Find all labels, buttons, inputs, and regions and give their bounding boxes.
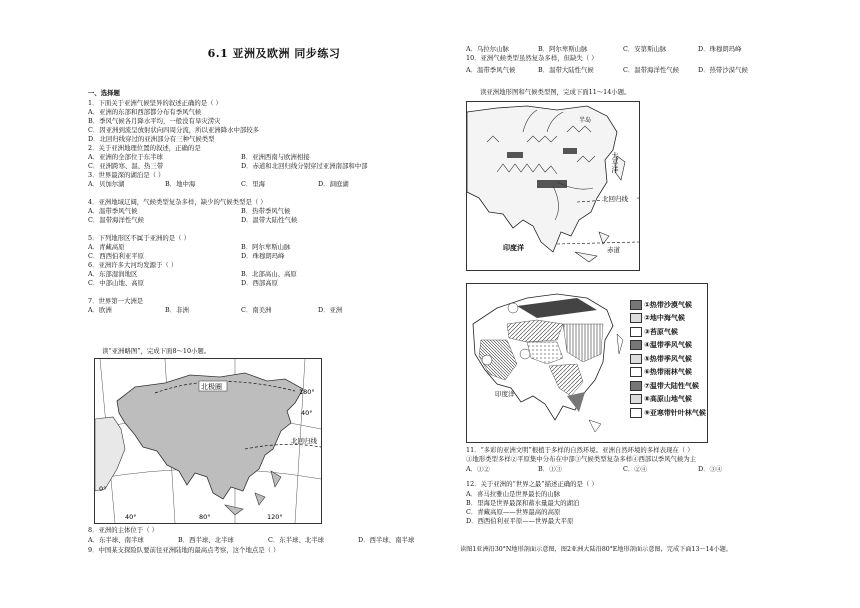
answer-option: A．东部湿润地区 <box>88 270 138 278</box>
answer-option: B．阿尔卑斯山脉 <box>538 45 588 53</box>
legend-item <box>630 312 706 326</box>
legend-item <box>630 339 706 353</box>
question-line: D．北回归线穿过的亚洲部分有三种气候类型 <box>88 135 215 143</box>
legend-item <box>630 366 706 380</box>
question-line: 3．世界最深的湖泊是（ ） <box>88 171 165 179</box>
answer-option: C．东半球、北半球 <box>268 536 325 544</box>
legend-swatch <box>630 300 642 310</box>
legend-label: ②地中海气候 <box>644 314 685 323</box>
answer-option: A．温带季风气候 <box>466 66 516 74</box>
answer-option: D．洞庭湖 <box>318 180 349 188</box>
answer-option: C．温带海洋性气候 <box>623 66 680 74</box>
legend-item <box>630 406 706 420</box>
legend-item <box>630 298 706 312</box>
peninsula-label: 半岛 <box>579 117 592 124</box>
legend-swatch <box>630 327 642 337</box>
legend-label: ⑨亚寒带针叶林气候 <box>644 408 706 417</box>
answer-option: C．西西伯利亚平原 <box>88 252 145 260</box>
indian-ocean-label: 印度洋 <box>503 244 524 252</box>
asia-terrain-map <box>466 101 640 271</box>
question-line: B．季风气候各月降水平均，一般没有旱灾涝灾 <box>88 117 221 125</box>
answer-option: A．青藏高原 <box>88 243 125 251</box>
tropic-label: 北回归线 <box>291 437 317 445</box>
pacific-label: 太平洋 <box>611 152 619 173</box>
lon-40-label: 40° <box>125 513 137 521</box>
asia-climate-map <box>466 283 708 443</box>
lon-180-label: 180° <box>299 388 315 396</box>
equator-label: 赤道 <box>607 246 620 254</box>
answer-option: D．西部高原 <box>241 279 279 287</box>
section-heading: 一、选择题 <box>88 89 120 97</box>
answer-option: A．亚洲的全部位于东半球 <box>88 153 163 161</box>
answer-option: D．赤道和北回归线分别穿过亚洲南部和中部 <box>241 162 368 170</box>
answer-option: C．②④ <box>623 465 648 473</box>
answer-option: A．温带季风气候 <box>88 207 138 215</box>
answer-option: D．温带大陆性气候 <box>241 216 298 224</box>
indian-ocean-label-2: 印度洋 <box>495 390 515 398</box>
question-11: 11．“多彩的亚洲文明”根植于多样的自然环境。亚洲自然环境的多样表现在（ ） <box>466 446 694 454</box>
answer-option: D．珠穆朗玛峰 <box>241 252 285 260</box>
answer-option: A．欧洲 <box>88 306 112 314</box>
legend-item <box>630 379 706 393</box>
lon-0-label: 0° <box>99 485 107 493</box>
answer-option: B．温带大陆性气候 <box>538 66 594 74</box>
legend-swatch <box>630 354 642 364</box>
legend-label: ⑤热带季风气候 <box>644 354 692 363</box>
legend-label: ④温带季风气候 <box>644 341 692 350</box>
answer-option: D．西半球、南半球 <box>358 536 415 544</box>
question-line: 7．世界第一大洲是 <box>88 297 144 305</box>
question-line: C．因亚洲到流呈放射状向四周分流，所以亚洲降水中部较多 <box>88 126 260 134</box>
answer-option: B．非洲 <box>165 306 189 314</box>
map1-caption: 读“亚洲略图”，完成下面8～10小题。 <box>102 347 211 355</box>
legend-item <box>630 325 706 339</box>
lon-120-label: 120° <box>267 513 283 521</box>
answer-option: C．南美洲 <box>241 306 272 314</box>
legend-item <box>630 352 706 366</box>
answer-option: C．里海 <box>241 180 266 188</box>
climate-legend <box>630 298 706 420</box>
answer-option: D．珠穆朗玛峰 <box>698 45 742 53</box>
legend-item <box>630 393 706 407</box>
answer-option: B．西半球、北半球 <box>178 536 234 544</box>
question-8: 8．亚洲的主体位于（ ） <box>88 526 159 534</box>
legend-swatch <box>630 340 642 350</box>
answer-option: B．亚洲西南与欧洲相接 <box>241 153 310 161</box>
answer-option: C．亚洲跨寒、温、热三带 <box>88 162 164 170</box>
answer-option: A．喜马拉雅山是世界最长的山脉 <box>466 490 561 498</box>
question-10: 10．亚洲气候类型虽然复杂多样，但缺失（ ） <box>466 54 598 62</box>
question-12: 12．关于亚洲的“世界之最”描述正确的是（ ） <box>466 480 598 488</box>
question-line: 6．亚洲许多大河均发源于（ ） <box>88 261 178 269</box>
answer-option: A．①② <box>466 465 490 473</box>
tropic-label-2: 北回归线 <box>602 195 628 203</box>
answer-option: B．北部高山、高原 <box>241 270 297 278</box>
lon-80-label: 80° <box>199 513 211 521</box>
answer-option: A．东半球、南半球 <box>88 536 144 544</box>
legend-swatch <box>630 394 642 404</box>
question-line: 5．下列地形区不属于亚洲的是（ ） <box>88 234 190 242</box>
legend-label: ①热带沙漠气候 <box>644 300 692 309</box>
answer-option: B．①③ <box>538 465 562 473</box>
answer-option: C．青藏高原——世界最高的高原 <box>466 508 561 516</box>
answer-option: D．③④ <box>698 465 723 473</box>
page-title: 6.1 亚洲及欧洲 同步练习 <box>207 47 341 60</box>
legend-swatch <box>630 367 642 377</box>
bottom-instruction: 读图1亚洲沿30°N地形剖面示意图，图2亚洲大陆沿80°E地形剖面示意图，完成下面13～14小题。 <box>460 546 733 553</box>
question-line: A．亚洲的东部和西部都分布有季风气候 <box>88 108 202 116</box>
answer-option: C．安第斯山脉 <box>623 45 667 53</box>
answer-option: C．中部山地、高原 <box>88 279 145 287</box>
legend-label: ⑥热带雨林气候 <box>644 368 692 377</box>
map2-caption: 读亚洲地形图和气候类型图，完成下面11～14小题。 <box>480 88 631 96</box>
question-11-statements: ①地形类型多样②平原集中分布在中部③气候类型复杂多样④西部以季风气候为主 <box>466 455 697 463</box>
question-line: 2．关于亚洲地理位置的叙述，正确的是 <box>88 144 201 152</box>
answer-option: D．亚洲 <box>318 306 343 314</box>
polar-circle-label: 北极圈 <box>201 383 222 391</box>
answer-option: D．热带沙漠气候 <box>698 66 748 74</box>
legend-label: ③苔原气候 <box>644 327 678 336</box>
legend-swatch <box>630 408 642 418</box>
legend-swatch <box>630 381 642 391</box>
answer-option: C．温带海洋性气候 <box>88 216 145 224</box>
answer-option: A．乌拉尔山脉 <box>466 45 509 53</box>
answer-option: B．里海是世界最深和蓄水量最大的湖泊 <box>466 499 580 507</box>
legend-swatch <box>630 313 642 323</box>
answer-option: D．西西伯利亚平原——世界最大平原 <box>466 517 574 525</box>
answer-option: A．贝加尔湖 <box>88 180 125 188</box>
question-line: 1．下面关于亚洲气候坚异的叙述正确的是（ ） <box>88 99 222 107</box>
answer-option: B．地中海 <box>165 180 196 188</box>
answer-option: B．阿尔卑斯山脉 <box>241 243 291 251</box>
answer-option: B．热带季风气候 <box>241 207 291 215</box>
question-9: 9．中国某支探险队要前往亚洲陆地的最高点考察，这个地点是（ ） <box>88 546 280 554</box>
lat-40-label: 40° <box>301 409 313 417</box>
question-line: 4．亚洲地域辽阔，气候类型复杂多样，缺少的气候类型是（ ） <box>88 198 267 206</box>
asia-sketch-map <box>94 358 322 524</box>
legend-label: ⑧高原山地气候 <box>644 395 692 404</box>
legend-label: ⑦温带大陆性气候 <box>644 381 699 390</box>
